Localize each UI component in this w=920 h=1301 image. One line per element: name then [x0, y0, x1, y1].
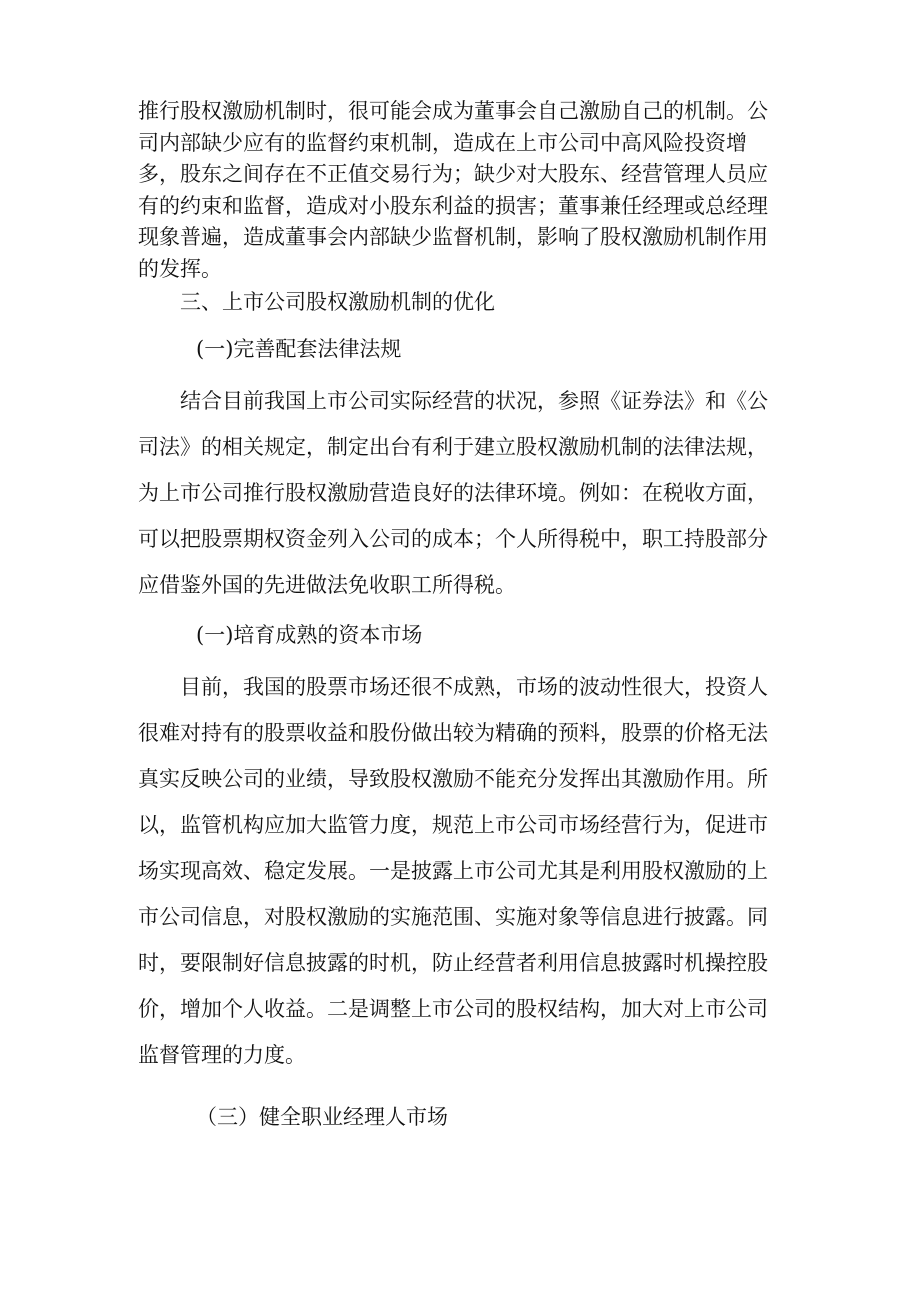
subsection-heading-1: (一)完善配套法律法规 [196, 337, 402, 361]
subsection-heading-3: （三）健全职业经理人市场 [196, 1105, 448, 1129]
subsection-2-paragraph: 目前，我国的股票市场还很不成熟，市场的波动性很大，投资人很难对持有的股票收益和股份做出较为精确的预料，股票的价格无法真实反映公司的业绩，导致股权激励不能充分发挥出其激励作用。所以，监管机构应加大监管力度，规范上市公司市场经营行为，促进市场实现高效、稳定发展。一是披露上市公司尤其是利用股权激励的上市公司信息，对股权激励的实施范围、实施对象等信息进行披露。同时，要限制好信息披露的时机，防止经营者利用信息披露时机操控股价，增加个人收益。二是调整上市公司的股权结构，加大对上市公司监督管理的力度。 [138, 675, 768, 1067]
subsection-heading-2: (一)培育成熟的资本市场 [196, 623, 423, 647]
subsection-1-paragraph: 结合目前我国上市公司实际经营的状况，参照《证券法》和《公司法》的相关规定，制定出台有利于建立股权激励机制的法律法规，为上市公司推行股权激励营造良好的法律环境。例如：在税收方面，可以把股票期权资金列入公司的成本；个人所得税中，职工持股部分应借鉴外国的先进做法免收职工所得税。 [138, 389, 768, 597]
section-heading: 三、上市公司股权激励机制的优化 [180, 290, 495, 314]
intro-paragraph: 推行股权激励机制时，很可能会成为董事会自己激励自己的机制。公司内部缺少应有的监督约束机制，造成在上市公司中高风险投资增多，股东之间存在不正值交易行为；缺少对大股东、经营管理人员应有的约束和监督，造成对小股东利益的损害；董事兼任经理或总经理现象普遍，造成董事会内部缺少监督机制，影响了股权激励机制作用的发挥。 [138, 99, 768, 281]
